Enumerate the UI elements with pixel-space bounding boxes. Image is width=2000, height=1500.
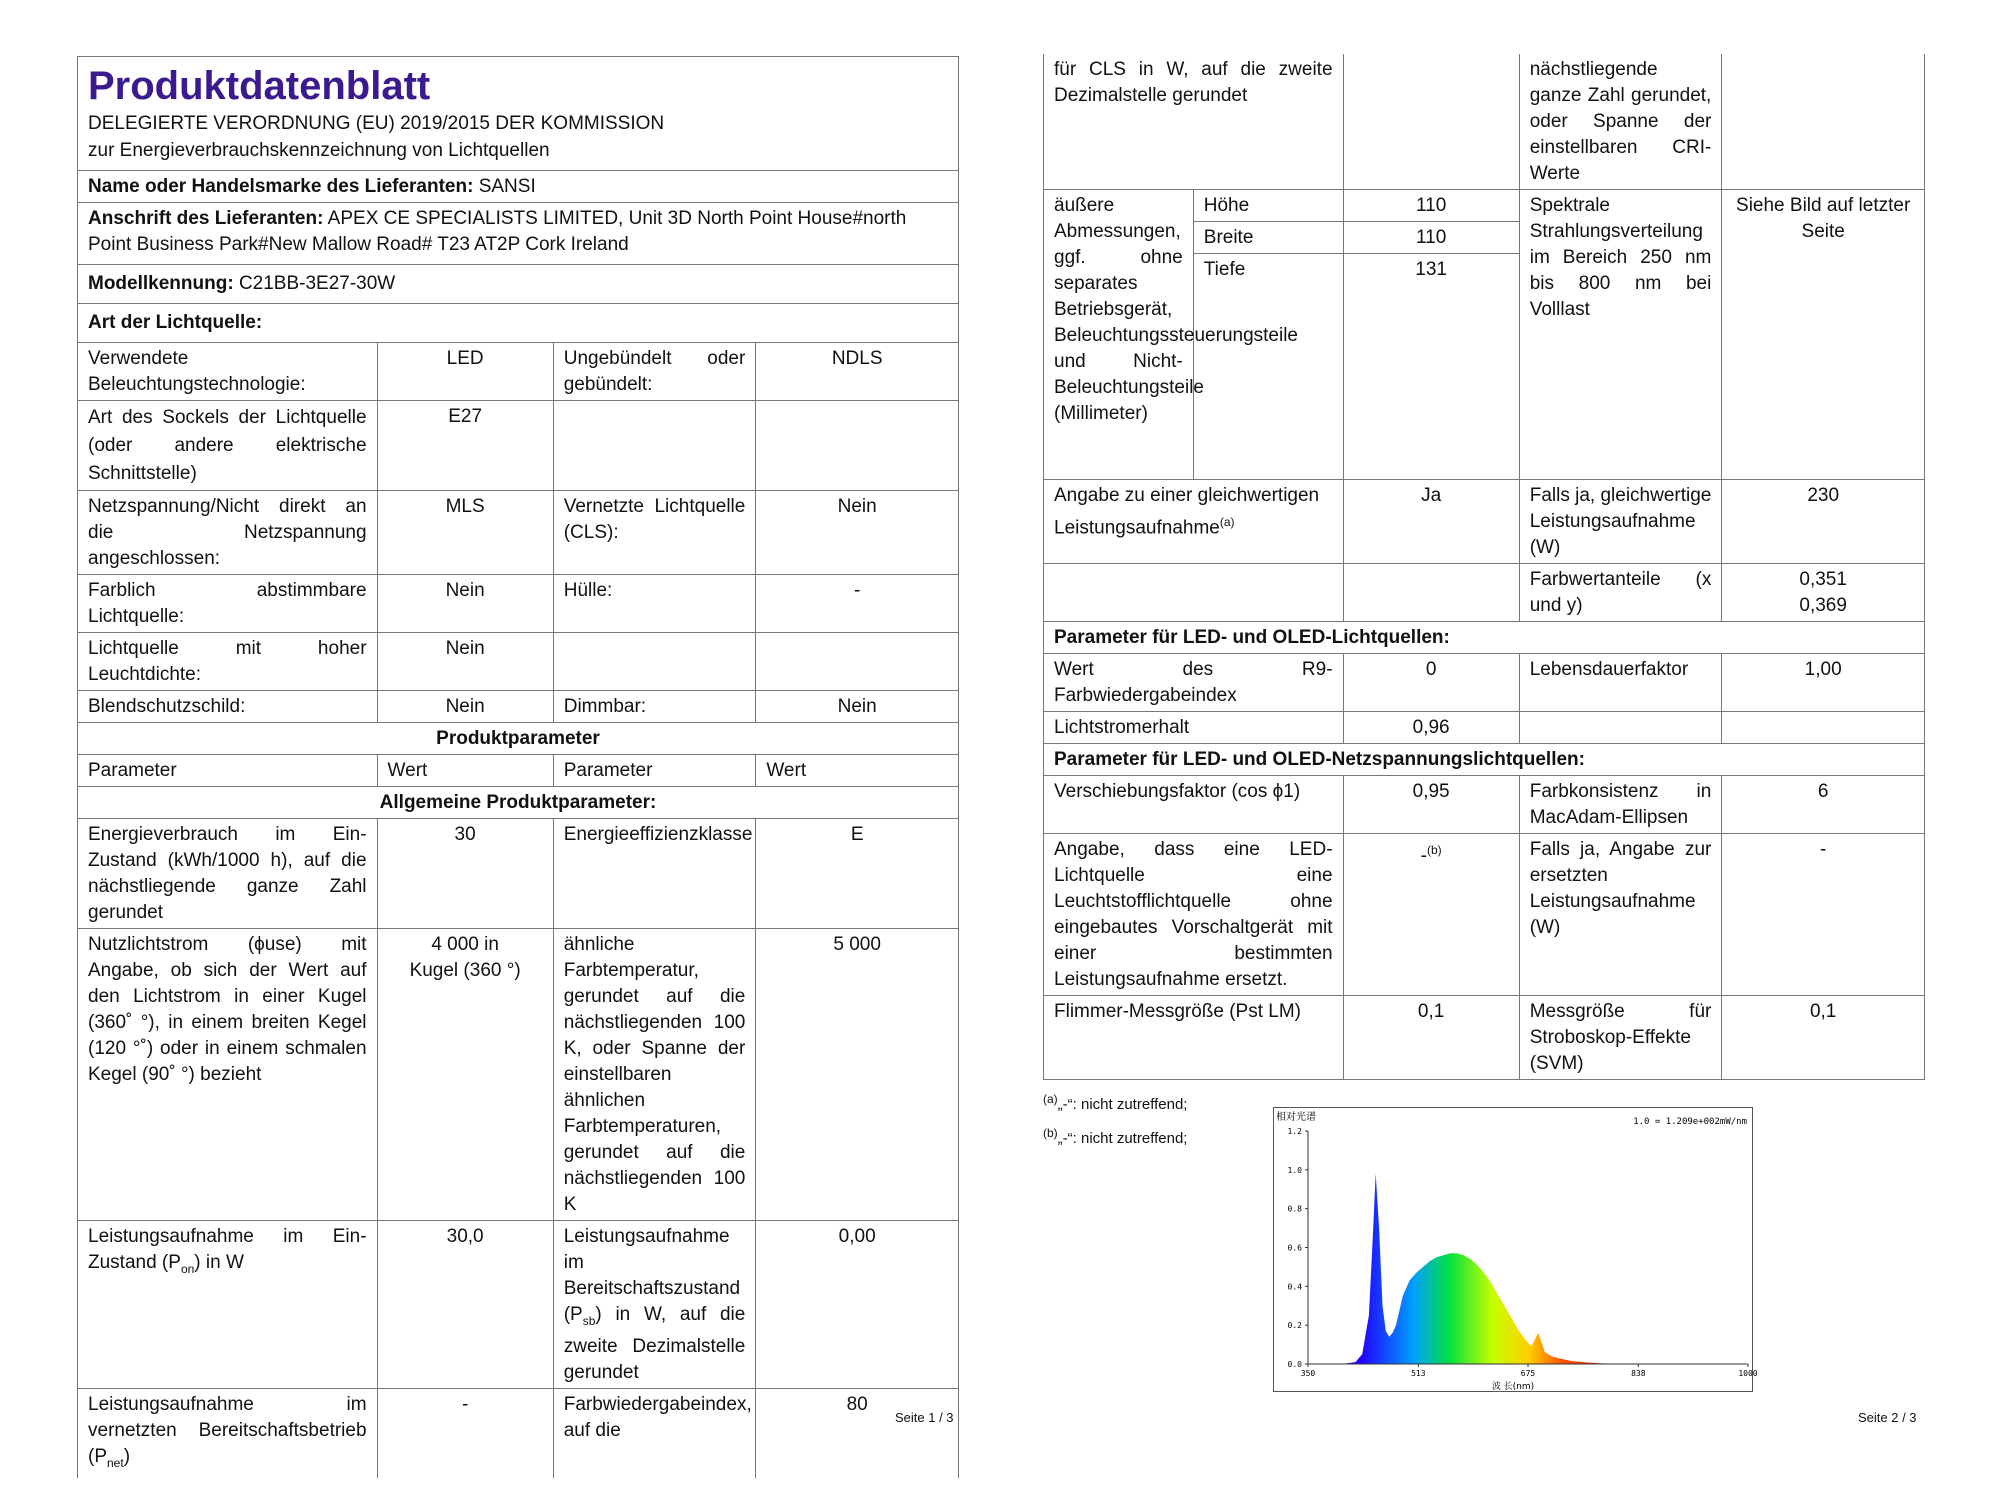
dimensions-row: äußere Abmessungen, ggf. ohne separates Betriebsgerät, Beleuchtungssteuerungsteile und Nicht-Beleuchtungsteile (Millimeter) Höhe 110 Spektrale Strahlungsverteilung im Bereich 250 nm bis 800 nm bei Volllast Siehe Bild auf letzter Seite [1044,190,1925,222]
x-tick-label: 838 [1631,1369,1646,1378]
supplier-name: SANSI [478,176,536,197]
power-row: Leistungsaufnahme im Ein-Zustand $(P_{on})$ in W 30,0 Leistungsaufnahme im Bereitschaftszustand $(P_{sb})$ in W, auf die zweite Dezimalstelle gerundet 0,00 [78,1221,959,1389]
type-row: Netzspannung/Nicht direkt an die Netzspannung angeschlossen: MLS Vernetzte Lichtquelle (CLS): Nein [78,491,959,575]
page-2 [1043,54,1925,1152]
type-row: Blendschutzschild: Nein Dimmbar: Nein [78,691,959,723]
spectrum-chart [1273,1107,1758,1392]
type-row: Lichtquelle mit hoher Leuchtdichte: Nein [78,633,959,691]
chart-xlabel: 波 长(nm) [1491,1382,1535,1392]
flicker-row: Flimmer-Messgröße (Pst LM) 0,1 Messgröße für Stroboskop-Effekte (SVM) 0,1 [1044,996,1925,1080]
x-tick-label: 1000 [1738,1369,1758,1378]
continuation-row: für CLS in W, auf die zweite Dezimalstelle gerundet nächstliegende ganze Zahl gerundet, oder Spanne der einstellbaren CRI-Werte [1044,54,1925,190]
page-2-footer: Seite 2 / 3 [1858,1410,1917,1425]
y-tick-label: 0.4 [1287,1282,1302,1292]
type-row: Farblich abstimmbare Lichtquelle: Nein Hülle: - [78,575,959,633]
y-tick-label: 0.8 [1287,1204,1302,1214]
x-tick-label: 513 [1411,1369,1426,1378]
chart-scale-note: 1.0 = 1.209e+002mW/nm [1633,1117,1747,1127]
regulation-text: DELEGIERTE VERORDNUNG (EU) 2019/2015 DER KOMMISSION zur Energieverbrauchskennzeichnung von Lichtquellen [88,113,665,161]
footnote-a: $^{(a)}$„-“: nicht zutreffend; [1043,1092,1188,1113]
supplier-address: APEX CE SPECIALISTS LIMITED, Unit 3D North Point House#north Point Business Park#New Mallow Road# T23 AT2P Cork Ireland [88,208,907,255]
type-row: Verwendete Beleuchtungstechnologie: LED Ungebündelt oder gebündelt: NDLS [78,343,959,401]
network-power-row: Leistungsaufnahme im vernetzten Bereitschaftsbetrieb $(P_{net})$ - Farbwiedergabeindex, auf die 80 [78,1388,959,1477]
page-title: Produktdatenblatt [88,64,431,108]
replacement-row: Angabe, dass eine LED-Lichtquelle eine Leuchtstofflichtquelle ohne eingebautes Vorschaltgerät mit einer bestimmten Leistungsaufnahme ersetzt. -$^{(b)}$ Falls ja, Angabe zur ersetzten Leistungsaufnahme (W) - [1044,834,1925,996]
y-tick-label: 0.6 [1287,1243,1302,1253]
lumen-row: Lichtstromerhalt 0,96 [1044,712,1925,744]
type-row: Art des Sockels der Lichtquelle (oder andere elektrische Schnittstelle) E27 [78,401,959,491]
chromaticity-row: Farbwertanteile (x und y) 0,351 0,369 [1044,564,1925,622]
supplier-name-row: Name oder Handelsmarke des Lieferanten: SANSI [78,171,959,203]
column-headers: Parameter Wert Parameter Wert [78,755,959,787]
datasheet-table-page-1 [77,56,959,1478]
displacement-row: Verschiebungsfaktor (cos ϕ1) 0,95 Farbkonsistenz in MacAdam-Ellipsen 6 [1044,776,1925,834]
equivalent-power-row: Angabe zu einer gleichwertigen Leistungsaufnahme$^{(a)}$ Ja Falls ja, gleichwertige Leistungsaufnahme (W) 230 [1044,480,1925,564]
footnote-b: $^{(b)}$„-“: nicht zutreffend; [1043,1126,1188,1147]
mains-params-header: Parameter für LED- und OLED-Netzspannungslichtquellen: [1044,744,1925,776]
light-source-type-header: Art der Lichtquelle: [78,304,959,343]
x-tick-label: 675 [1520,1369,1536,1378]
supplier-address-row: Anschrift des Lieferanten: APEX CE SPECIALISTS LIMITED, Unit 3D North Point House#north Point Business Park#New Mallow Road# T23 AT2P Cork Ireland [78,203,959,265]
y-tick-label: 0.0 [1287,1360,1302,1369]
flux-row: Nutzlichtstrom (ϕuse) mit Angabe, ob sich der Wert auf den Lichtstrom in einer Kugel (360˚ °), in einem breiten Kegel (120 °˚) oder in einem schmalen Kegel (90˚ °) bezieht 4 000 in Kugel (360 °) ähnliche Farbtemperatur, gerundet auf die nächstliegenden 100 K, oder Spanne der einstellbaren ähnlichen Farbtemperaturen, gerundet auf die nächstliegenden 100 K 5 000 [78,929,959,1221]
model-id: C21BB-3E27-30W [238,273,396,294]
product-params-header: Produktparameter [78,723,959,755]
datasheet-table-page-2: für CLS in W, auf die zweite Dezimalstelle gerundet nächstliegende ganze Zahl gerundet, oder Spanne der einstellbaren CRI-Werte äußere Abmessungen, ggf. ohne separates Betriebsgerät, Beleuchtungssteuerungsteile und Nicht-Beleuchtungsteile (Millimeter) Höhe 110 Spektrale Strahlungsverteilung im Bereich 250 nm bis 800 nm bei Volllast Siehe Bild auf letzter Seite Breite 110 Tiefe 131 Angabe zu einer gleichwertigen Leistungsaufnahme$^{(a)}$ Ja Falls ja, gleichwertige Leistungsaufnahme (W) 230 Farbwertanteile (x und y) 0,351 0,369 Parameter für LED- und OLED-Lichtquellen: Wert des R9-Farbwiedergabeindex 0 Lebensdauerfaktor 1,00 Lichtstromerhalt 0,96 Parameter für LED- und OLED-Netzspannungslichtquellen: Verschiebungsfaktor (cos ϕ1) 0,95 Farbkonsistenz in MacAdam-Ellipsen 6 Angabe, dass eine LED-Lichtquelle eine Leuchtstofflichtquelle ohne eingebautes Vorschaltgerät mit einer bestimmten Leistungsaufnahme ersetzt. -$^{(b)}$ Falls ja, Angabe zur ersetzten Leistungsaufnahme (W) - Flimmer-Messgröße (Pst LM) 0,1 Messgröße für Stroboskop-Effekte (SVM) 0,1 [1043,54,1925,1080]
led-params-header: Parameter für LED- und OLED-Lichtquellen: [1044,622,1925,654]
energy-row: Energieverbrauch im Ein-Zustand (kWh/1000 h), auf die nächstliegende ganze Zahl gerundet 30 Energieeffizienzklasse E [78,819,959,929]
model-row: Modellkennung: C21BB-3E27-30W [78,265,959,304]
r9-row: Wert des R9-Farbwiedergabeindex 0 Lebensdauerfaktor 1,00 [1044,654,1925,712]
page-1-footer: Seite 1 / 3 [895,1410,954,1425]
y-tick-label: 1.0 [1287,1165,1302,1175]
y-tick-label: 1.2 [1287,1127,1302,1136]
chart-ylabel: 相对光谱 [1276,1112,1316,1123]
page-1 [77,56,959,1478]
general-params-header: Allgemeine Produktparameter: [78,787,959,819]
x-tick-label: 350 [1300,1369,1316,1378]
y-tick-label: 0.2 [1287,1321,1302,1331]
